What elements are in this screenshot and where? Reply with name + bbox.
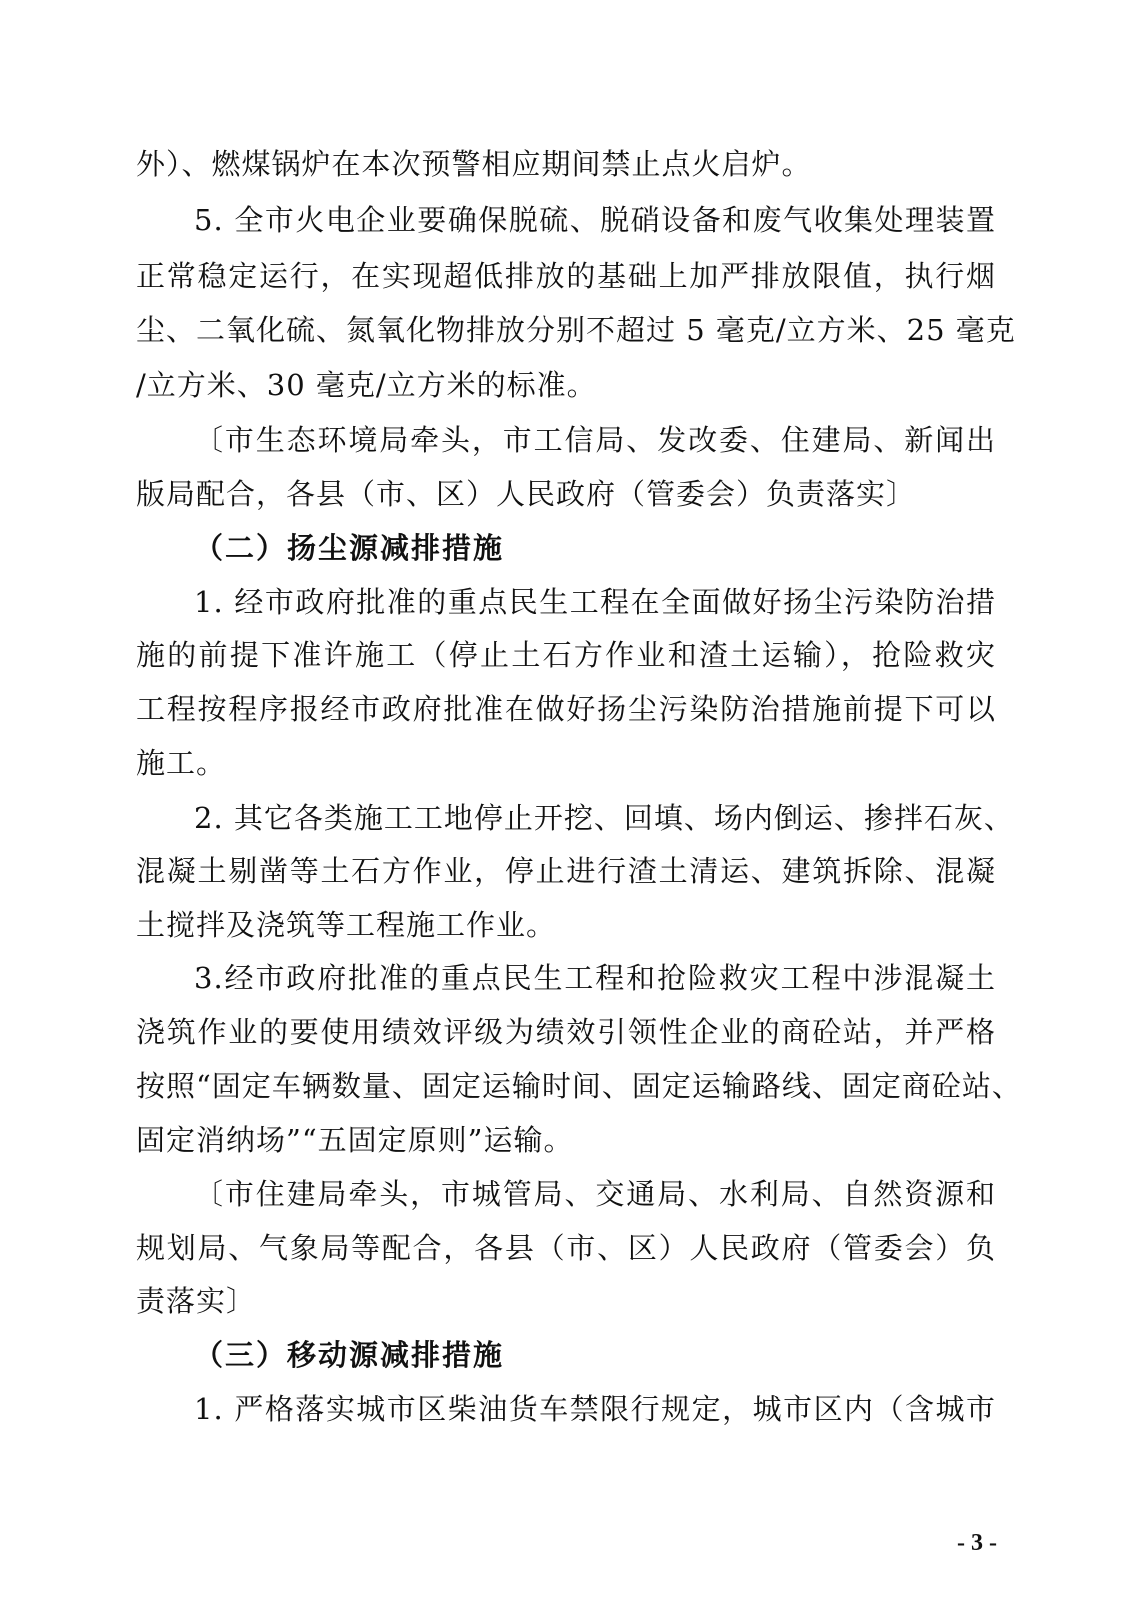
text-line: 正常稳定运行，在实现超低排放的基础上加严排放限值，执行烟	[136, 259, 996, 293]
text-line: 〔市住建局牵头，市城管局、交通局、水利局、自然资源和	[194, 1177, 996, 1211]
text-line: 规划局、气象局等配合，各县（市、区）人民政府（管委会）负	[136, 1231, 996, 1265]
section-heading: （三）移动源减排措施	[194, 1338, 505, 1372]
text-line: 按照“固定车辆数量、固定运输时间、固定运输路线、固定商砼站、	[136, 1069, 1022, 1103]
text-line: 责落实〕	[136, 1284, 257, 1318]
text-line: 1. 经市政府批准的重点民生工程在全面做好扬尘污染防治措	[194, 585, 996, 619]
text-line: /立方米、30 毫克/立方米的标准。	[136, 368, 597, 402]
text-line: 3.经市政府批准的重点民生工程和抢险救灾工程中涉混凝土	[194, 961, 996, 995]
text-line: 施的前提下准许施工（停止土石方作业和渣土运输），抢险救灾	[136, 638, 996, 672]
text-line: 5. 全市火电企业要确保脱硫、脱硝设备和废气收集处理装置	[194, 203, 996, 237]
text-line: 尘、二氧化硫、氮氧化物排放分别不超过 5 毫克/立方米、25 毫克	[136, 313, 1016, 347]
text-line: 固定消纳场”“五固定原则”运输。	[136, 1123, 574, 1157]
section-heading: （二）扬尘源减排措施	[194, 531, 505, 565]
text-line: 工程按程序报经市政府批准在做好扬尘污染防治措施前提下可以	[136, 692, 996, 726]
text-line: 2. 其它各类施工工地停止开挖、回填、场内倒运、掺拌石灰、	[194, 801, 1014, 835]
text-line: 浇筑作业的要使用绩效评级为绩效引领性企业的商砼站，并严格	[136, 1015, 996, 1049]
text-line: 版局配合，各县（市、区）人民政府（管委会）负责落实〕	[136, 477, 917, 511]
text-line: 土搅拌及浇筑等工程施工作业。	[136, 908, 557, 942]
text-line: 1. 严格落实城市区柴油货车禁限行规定，城市区内（含城市	[194, 1392, 996, 1426]
page-number: - 3 -	[957, 1530, 997, 1556]
text-line: 外）、燃煤锅炉在本次预警相应期间禁止点火启炉。	[136, 147, 812, 181]
text-line: 混凝土剔凿等土石方作业，停止进行渣土清运、建筑拆除、混凝	[136, 854, 996, 888]
text-line: 施工。	[136, 746, 227, 780]
text-line: 〔市生态环境局牵头，市工信局、发改委、住建局、新闻出	[194, 423, 996, 457]
